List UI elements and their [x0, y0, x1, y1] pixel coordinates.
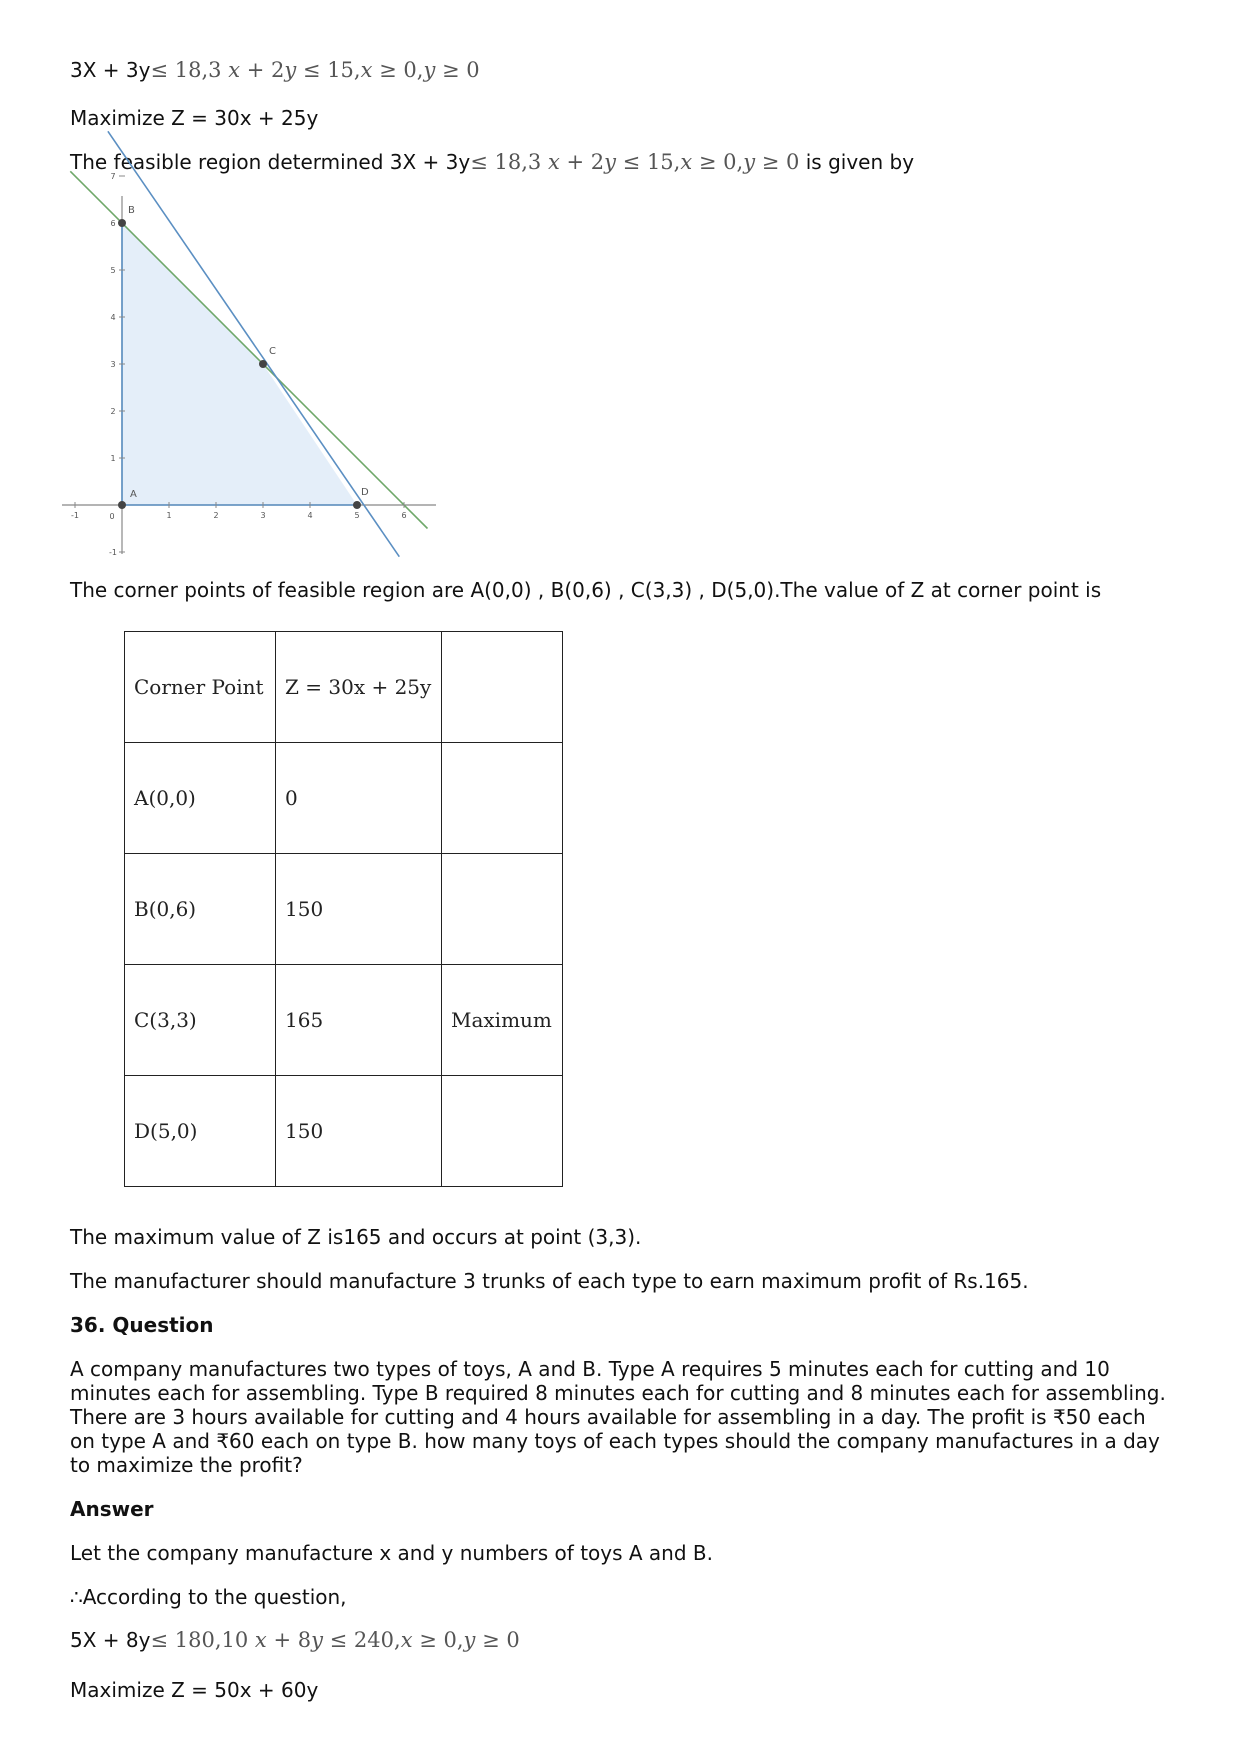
- objective-line: Maximize Z = 30x + 25y: [70, 106, 319, 130]
- y-tick-label: 1: [110, 454, 116, 463]
- x-tick-label: 5: [354, 511, 360, 520]
- answer-heading: Answer: [70, 1497, 154, 1521]
- x-tick-label: 6: [401, 511, 407, 520]
- y-tick-label: 5: [110, 266, 116, 275]
- question-text: A company manufactures two types of toys, A and B. Type A requires 5 minutes each for cutting and 10 minutes each for assembling. Type B required 8 minutes each for cutting and 8 minutes each for assembling. There are 3 hours available for cutting and 4 hours available for assembling in a day. The profit is ₹50 each on type A and ₹60 each on type B. how many toys of each types should the company manufactures in a day to maximize the profit?: [70, 1357, 1166, 1477]
- y-tick-label: -1: [109, 548, 117, 557]
- x-tick-label: 3: [260, 511, 266, 520]
- table-row: [125, 743, 563, 854]
- corner-point-label: C: [269, 346, 276, 357]
- corner-point-c: [259, 360, 267, 368]
- objective-line-2: Maximize Z = 50x + 60y: [70, 1678, 319, 1702]
- constraint-math: ≤ 18,3 x + 2y ≤ 15,x ≥ 0,y ≥ 0: [150, 58, 480, 82]
- table-cell: [442, 1076, 563, 1187]
- feasible-region: [122, 223, 357, 505]
- x-tick-label: 2: [213, 511, 219, 520]
- table-cell: Maximum: [442, 965, 563, 1076]
- corner-point-label: A: [130, 489, 137, 500]
- corner-point-d: [353, 501, 361, 509]
- table-cell: C(3,3): [125, 965, 276, 1076]
- y-tick-label: 3: [110, 360, 116, 369]
- x-tick-label: 4: [307, 511, 313, 520]
- corner-point-table: [124, 631, 563, 1187]
- corner-point-label: B: [128, 205, 135, 216]
- table-cell: 0: [276, 743, 442, 854]
- y-tick-label: 6: [110, 219, 116, 228]
- constraint-line-2: 5X + 8y≤ 180,10 x + 8y ≤ 240,x ≥ 0,y ≥ 0: [70, 1628, 520, 1652]
- feasible-region-graph: [62, 172, 442, 561]
- table-cell: A(0,0): [125, 743, 276, 854]
- feasible-region-sentence: The feasible region determined 3X + 3y≤ 18,3 x + 2y ≤ 15,x ≥ 0,y ≥ 0 is given by: [70, 150, 915, 174]
- question-heading: 36. Question: [70, 1313, 214, 1337]
- table-cell: D(5,0): [125, 1076, 276, 1187]
- let-sentence: Let the company manufacture x and y numbers of toys A and B.: [70, 1541, 713, 1565]
- table-cell: [442, 854, 563, 965]
- constraint-line-1: [70, 58, 480, 82]
- table-cell: 165: [276, 965, 442, 1076]
- corner-point-label: D: [361, 487, 369, 498]
- conclusion-sentence: The manufacturer should manufacture 3 trunks of each type to earn maximum profit of Rs.165.: [70, 1269, 1029, 1293]
- corner-point-a: [118, 501, 126, 509]
- table-header-cell: [442, 632, 563, 743]
- constraint-prefix: 3X + 3y: [70, 58, 151, 82]
- x-tick-label: 1: [166, 511, 172, 520]
- table-cell: 150: [276, 854, 442, 965]
- table-header-cell: Z = 30x + 25y: [276, 632, 442, 743]
- table-row: [125, 854, 563, 965]
- corner-point-b: [118, 219, 126, 227]
- table-row: [125, 965, 563, 1076]
- table-header-cell: Corner Point: [125, 632, 276, 743]
- y-tick-label: 2: [110, 407, 116, 416]
- max-value-sentence: The maximum value of Z is165 and occurs at point (3,3).: [70, 1225, 642, 1249]
- corner-points-sentence: The corner points of feasible region are A(0,0) , B(0,6) , C(3,3) , D(5,0).The value of Z at corner point is: [70, 578, 1102, 602]
- table-cell: 150: [276, 1076, 442, 1187]
- x-tick-label: -1: [71, 511, 79, 520]
- table-header-row: [125, 632, 563, 743]
- according-sentence: ∴According to the question,: [70, 1585, 347, 1609]
- table-cell: B(0,6): [125, 854, 276, 965]
- y-tick-label: 4: [110, 313, 116, 322]
- table-cell: [442, 743, 563, 854]
- table-row: [125, 1076, 563, 1187]
- origin-label: 0: [109, 512, 115, 521]
- y-tick-label: 7: [110, 172, 116, 181]
